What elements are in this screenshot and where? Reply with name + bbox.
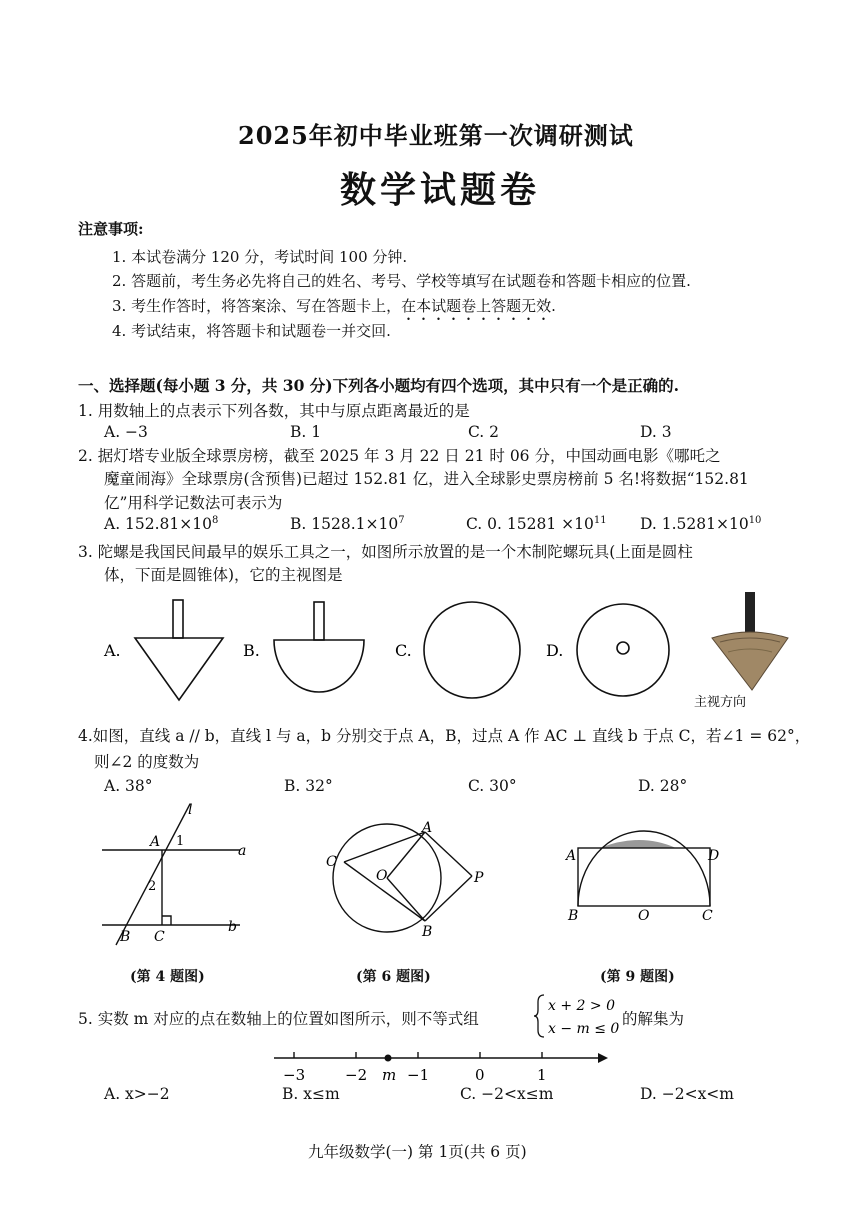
q2-option-d xyxy=(640,515,761,533)
numberline-label-m: m xyxy=(382,1066,397,1084)
notice-item-1: 1. 本试卷满分 120 分，考试时间 100 分钟. xyxy=(112,248,408,266)
notice-heading: 注意事项: xyxy=(78,220,144,238)
fig9-label-D: D xyxy=(708,848,720,864)
q3-label-d: D. xyxy=(546,641,564,660)
q2-option-d-base: D. 1.5281×10 xyxy=(640,515,749,533)
view-direction-caption: 主视方向 xyxy=(694,695,747,710)
q4-option-d: D. 28° xyxy=(638,777,688,795)
q4-line1: 4.如图，直线 a // b，直线 l 与 a，b 分别交于点 A，B，过点 A 作 AC ⊥ 直线 b 于点 C，若∠1 = 62°， xyxy=(78,727,811,745)
fig6-label-C: C xyxy=(326,854,337,870)
point-m-marker xyxy=(385,1055,392,1062)
fig9-label-A: A xyxy=(566,848,577,864)
q5-option-a: A. x>−2 xyxy=(104,1085,170,1103)
figure-4 xyxy=(90,800,260,950)
fig4-label-l: l xyxy=(188,802,193,818)
q2-option-a-exp: 8 xyxy=(212,514,219,526)
number-line-arrow-icon xyxy=(598,1053,608,1063)
q1-option-d: D. 3 xyxy=(640,423,672,441)
q2-option-c xyxy=(466,515,607,533)
q4-option-b: B. 32° xyxy=(284,777,333,795)
fig9-label-B: B xyxy=(568,908,579,924)
fig4-label-2: 2 xyxy=(148,879,157,894)
q5-option-c: C. −2<x≤m xyxy=(460,1085,554,1103)
figure-6 xyxy=(318,810,498,945)
q2-option-c-base: C. 0. 15281 ×10 xyxy=(466,515,594,533)
fig4-label-B: B xyxy=(120,929,131,945)
fig4-label-b: b xyxy=(228,919,237,935)
fig4-label-C: C xyxy=(154,929,165,945)
q1-option-c: C. 2 xyxy=(468,423,500,441)
q3-line2: 体，下面是圆锥体)，它的主视图是 xyxy=(104,566,343,584)
q2-option-d-exp: 10 xyxy=(748,514,762,526)
q2-option-b-exp: 7 xyxy=(398,514,405,526)
q3-option-c-shape xyxy=(424,602,520,698)
q5-stem: 5. 实数 m 对应的点在数轴上的位置如图所示，则不等式组 xyxy=(78,1010,479,1028)
q1-option-b: B. 1 xyxy=(290,423,322,441)
numberline-label-neg1: −1 xyxy=(407,1066,430,1084)
q3-line1: 3. 陀螺是我国民间最早的娱乐工具之一，如图所示放置的是一个木制陀螺玩具(上面是圆柱 xyxy=(78,543,693,561)
q3-figures xyxy=(90,590,790,715)
fig9-label-O: O xyxy=(638,908,650,924)
fig4-caption: (第 4 题图) xyxy=(130,969,205,985)
page-footer: 九年级数学(一) 第 1页(共 6 页) xyxy=(308,1143,527,1161)
q3-label-a: A. xyxy=(104,641,121,660)
fig4-label-1: 1 xyxy=(176,834,185,849)
q5-inequality-2: x − m ≤ 0 xyxy=(548,1021,620,1037)
fig6-label-B: B xyxy=(422,924,433,940)
fig6-label-P: P xyxy=(474,870,484,886)
q5-number-line xyxy=(270,1044,610,1086)
exam-title: 2025年初中毕业班第一次调研测试 xyxy=(238,121,634,150)
q2-line3: 亿”用科学记数法可表示为 xyxy=(104,494,283,512)
numberline-label-neg2: −2 xyxy=(345,1066,368,1084)
q3-option-a-shape xyxy=(135,600,223,700)
notice-item-4: 4. 考试结束，将答题卡和试题卷一并交回. xyxy=(112,322,391,340)
q3-option-d-shape xyxy=(577,604,669,696)
q5-inequality-brace xyxy=(534,992,624,1040)
q2-option-b xyxy=(290,515,405,533)
numberline-label-neg3: −3 xyxy=(283,1066,306,1084)
q2-option-b-base: B. 1528.1×10 xyxy=(290,515,399,533)
fig6-label-O: O xyxy=(376,868,388,884)
q2-option-a xyxy=(104,515,218,533)
q2-option-a-base: A. 152.81×10 xyxy=(104,515,212,533)
section-heading: 一、选择题(每小题 3 分，共 30 分)下列各小题均有四个选项，其中只有一个是正确的. xyxy=(78,376,680,395)
q4-option-c: C. 30° xyxy=(468,777,517,795)
q1-option-a: A. −3 xyxy=(104,423,148,441)
fig9-caption: (第 9 题图) xyxy=(600,969,675,985)
q5-inequality-1: x + 2 > 0 xyxy=(548,998,615,1014)
q1-stem: 1. 用数轴上的点表示下列各数，其中与原点距离最近的是 xyxy=(78,402,470,420)
q5-option-b: B. x≤m xyxy=(282,1085,340,1103)
subject-title: 数学试题卷 xyxy=(340,169,541,211)
q5-stem-end: 的解集为 xyxy=(622,1010,685,1028)
fig6-caption: (第 6 题图) xyxy=(356,969,431,985)
q2-option-c-exp: 11 xyxy=(593,514,607,526)
notice-item-3-text: 3. 考生作答时，将答案涂、写在答题卡上， xyxy=(112,297,402,315)
numberline-label-1: 1 xyxy=(537,1066,547,1084)
notice-item-3-end: . xyxy=(551,297,556,315)
notice-item-3-emph: 在本试题卷上答题无效 xyxy=(401,297,552,315)
fig4-label-A: A xyxy=(150,834,161,850)
q2-line1: 2. 据灯塔专业版全球票房榜，截至 2025 年 3 月 22 日 21 时 06 分，中国动画电影《哪吒之 xyxy=(78,447,721,465)
numberline-label-0: 0 xyxy=(475,1066,485,1084)
fig6-label-A: A xyxy=(422,820,433,836)
fig9-label-C: C xyxy=(702,908,713,924)
q3-option-b-shape xyxy=(274,602,364,692)
q4-line2: 则∠2 的度数为 xyxy=(94,753,200,771)
spinning-top-icon xyxy=(712,592,788,690)
q5-option-d: D. −2<x<m xyxy=(640,1085,734,1103)
q3-label-b: B. xyxy=(243,641,260,660)
notice-item-2: 2. 答题前，考生务必先将自己的姓名、考号、学校等填写在试题卷和答题卡相应的位置. xyxy=(112,272,691,290)
figure-9 xyxy=(560,810,730,930)
q3-label-c: C. xyxy=(395,641,412,660)
fig4-label-a: a xyxy=(238,843,247,859)
q2-line2: 魔童闹海》全球票房(含预售)已超过 152.81 亿，进入全球影史票房榜前 5 名!将数据“152.81 xyxy=(104,470,749,488)
q4-option-a: A. 38° xyxy=(104,777,153,795)
